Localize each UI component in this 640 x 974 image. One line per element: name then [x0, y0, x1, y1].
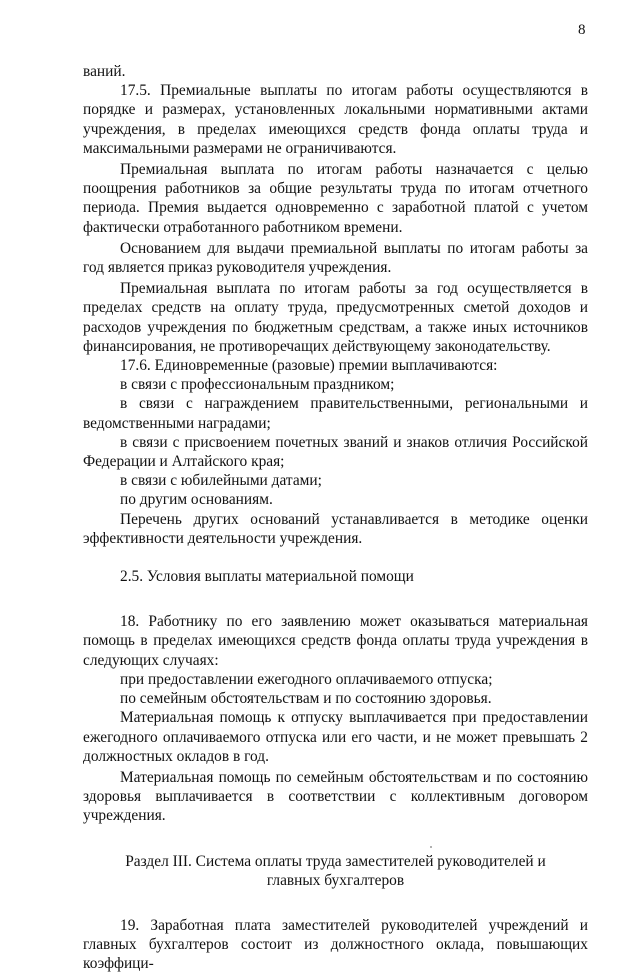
section-heading-2-5: 2.5. Условия выплаты материальной помощи [120, 568, 414, 586]
section-heading-3-line2: главных бухгалтеров [266, 871, 405, 889]
list-item-vacation: при предоставлении ежегодного оплачиваемого отпуска; [120, 670, 493, 688]
paragraph-vacation-aid: Материальная помощь к отпуску выплачивается при предоставлении ежегодного оплачиваемого отпуска или его части, и не может превышать 2 должностных окладов в год. [83, 709, 588, 765]
scan-speck [430, 846, 432, 848]
paragraph-19: 19. Заработная плата заместителей руководителей учреждений и главных бухгалтеров состоит из должностного оклада, повышающих коэффици- [83, 916, 588, 973]
document-body [83, 62, 588, 974]
section-heading-3-line1: Раздел III. Система оплаты труда заместителей руководителей и [125, 852, 546, 870]
paragraph-18: 18. Работнику по его заявлению может оказываться материальная помощь в пределах имеющихся средств фонда оплаты труда учреждения в следующих случаях: [83, 613, 588, 669]
list-item-awards: в связи с награждением правительственными, региональными и ведомственными наградами; [83, 395, 588, 432]
list-item-family-health: по семейным обстоятельствам и по состоянию здоровья. [120, 690, 492, 708]
paragraph-17-6: 17.6. Единовременные (разовые) премии выплачиваются: [120, 357, 498, 375]
paragraph-bonus-basis: Основанием для выдачи премиальной выплаты по итогам работы за год является приказ руководителя учреждения. [83, 239, 588, 277]
page-number: 8 [578, 22, 586, 38]
list-item-holiday: в связи с профессиональным праздником; [120, 376, 395, 394]
list-item-other: по другим основаниям. [120, 491, 273, 509]
section-heading-3 [83, 852, 588, 890]
paragraph-other-grounds: Перечень других оснований устанавливается в методике оценки эффективности деятельности учреждения. [83, 510, 588, 547]
paragraph-17-5: 17.5. Премиальные выплаты по итогам работы осуществляются в порядке и размерах, установленных локальными нормативными актами учреждения, в пределах имеющихся средств фонда оплаты труда и максимальными размерами не ограничиваются. [83, 82, 588, 157]
paragraph-bonus-purpose: Премиальная выплата по итогам работы назначается с целью поощрения работников за общие результаты труда по итогам отчетного периода. Премия выдается одновременно с заработной платой с учетом фактически отработанного работником времени. [83, 161, 588, 236]
paragraph-bonus-funding: Премиальная выплата по итогам работы за год осуществляется в пределах средств на оплату труда, предусмотренных сметой доходов и расходов учреждения по бюджетным средствам, а также иных источников финансирования, не противоречащих действующему законодательству. [83, 280, 588, 355]
list-item-titles: в связи с присвоением почетных званий и знаков отличия Российской Федерации и Алтайского края; [83, 433, 588, 471]
paragraph-family-aid: Материальная помощь по семейным обстоятельствам и по состоянию здоровья выплачивается в соответствии с коллективным договором учреждения. [83, 768, 588, 825]
list-item-anniversary: в связи с юбилейными датами; [120, 472, 322, 490]
paragraph-continuation: ваний. [83, 63, 126, 80]
